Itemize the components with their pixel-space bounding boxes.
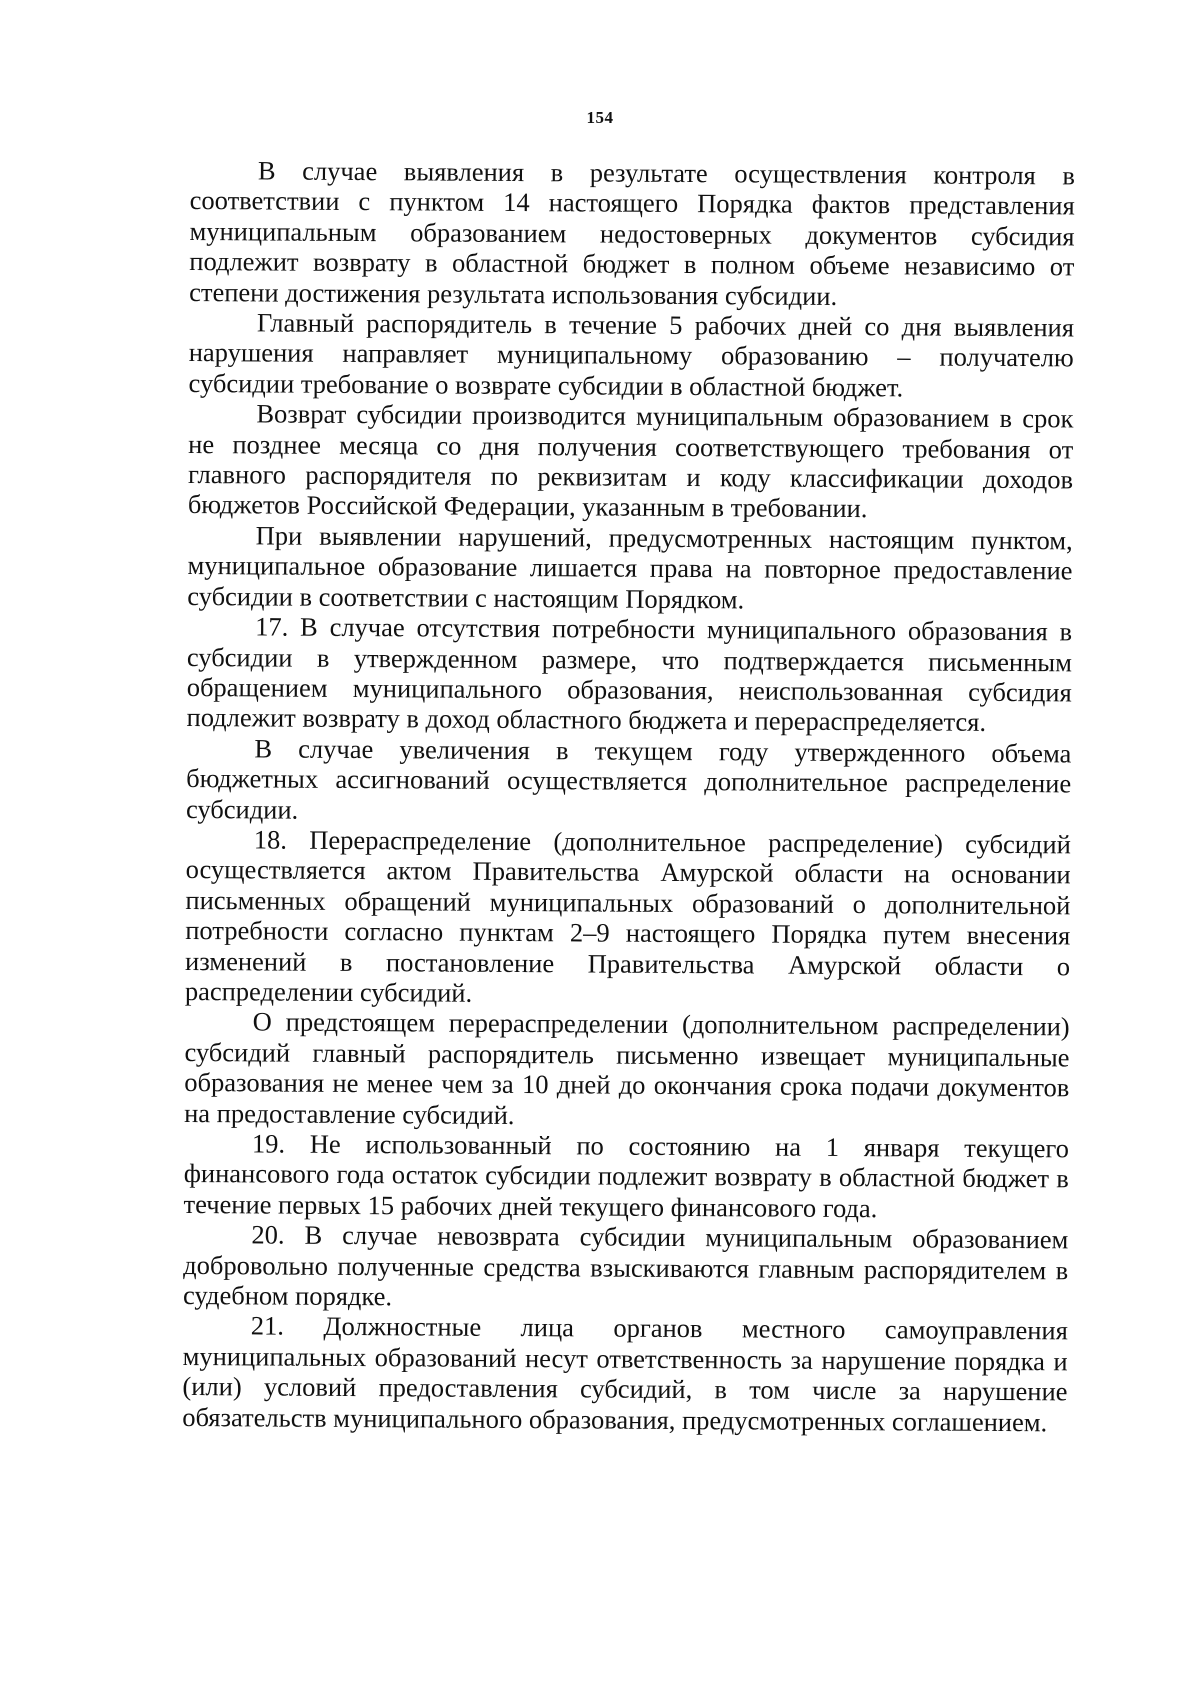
paragraph-item-21: 21. Должностные лица органов местного самоуправления муниципальных образований несут ответственность за нарушение порядка и (или) условий предоставления субсидий, в том числе за нарушение обязательств муниципального образования, предусмотренных соглашением.	[182, 1310, 1068, 1437]
paragraph-refund-demand: Главный распорядитель в течение 5 рабочих дней со дня выявления нарушения направляет муниципальному образованию – получателю субсидии требование о возврате субсидии в областной бюджет.	[188, 307, 1075, 403]
paragraph-refund-term: Возврат субсидии производится муниципальным образованием в срок не позднее месяца со дня получения соответствующего требования от главного распорядителя по реквизитам и коду классификации доходов бюджетов Российской Федерации, указанным в требовании.	[187, 398, 1074, 524]
paragraph-item-20: 20. В случае невозврата субсидии муниципальным образованием добровольно полученные средства взыскиваются главным распорядителем в судебном порядке.	[182, 1219, 1069, 1312]
paragraph-redistribution-notice: О предстоящем перераспределении (дополнительном распределении) субсидий главный распорядитель письменно извещает муниципальные образования не менее чем за 10 дней до окончания срока подачи документов на предоставление субсидий.	[184, 1006, 1070, 1130]
paragraph-item-19: 19. Не использованный по состоянию на 1 января текущего финансового года остаток субсидии подлежит возврату в областной бюджет в течение первых 15 рабочих дней текущего финансового года.	[183, 1128, 1070, 1224]
paragraph-item-17: 17. В случае отсутствия потребности муниципального образования в субсидии в утвержденном размере, что подтверждается письменным обращением муниципального образования, неиспользованная субсидия подлежит возврату в доход областного бюджета и перераспределяется.	[186, 611, 1073, 738]
paragraph-refund-invalid-documents: В случае выявления в результате осуществления контроля в соответствии с пунктом 14 настоящего Порядка фактов представления муниципальным образованием недостоверных документов субсидия подлежит возврату в областной бюджет в полном объеме независимо от степени достижения результата использования субсидии.	[189, 155, 1075, 311]
document-body	[182, 155, 1075, 1437]
paragraph-item-18: 18. Перераспределение (дополнительное распределение) субсидий осуществляется актом Правительства Амурской области на основании письменных обращений муниципальных образований о дополнительной потребности согласно пунктам 2–9 настоящего Порядка путем внесения изменений в постановление Правительства Амурской области о распределении субсидий.	[184, 824, 1071, 1008]
page-number: 154	[586, 108, 614, 127]
paragraph-additional-distribution: В случае увеличения в текущем году утвержденного объема бюджетных ассигнований осуществляется дополнительное распределение субсидии.	[185, 733, 1072, 825]
paragraph-loss-of-right: При выявлении нарушений, предусмотренных настоящим пунктом, муниципальное образование лишается права на повторное предоставление субсидии в соответствии с настоящим Порядком.	[187, 520, 1073, 615]
